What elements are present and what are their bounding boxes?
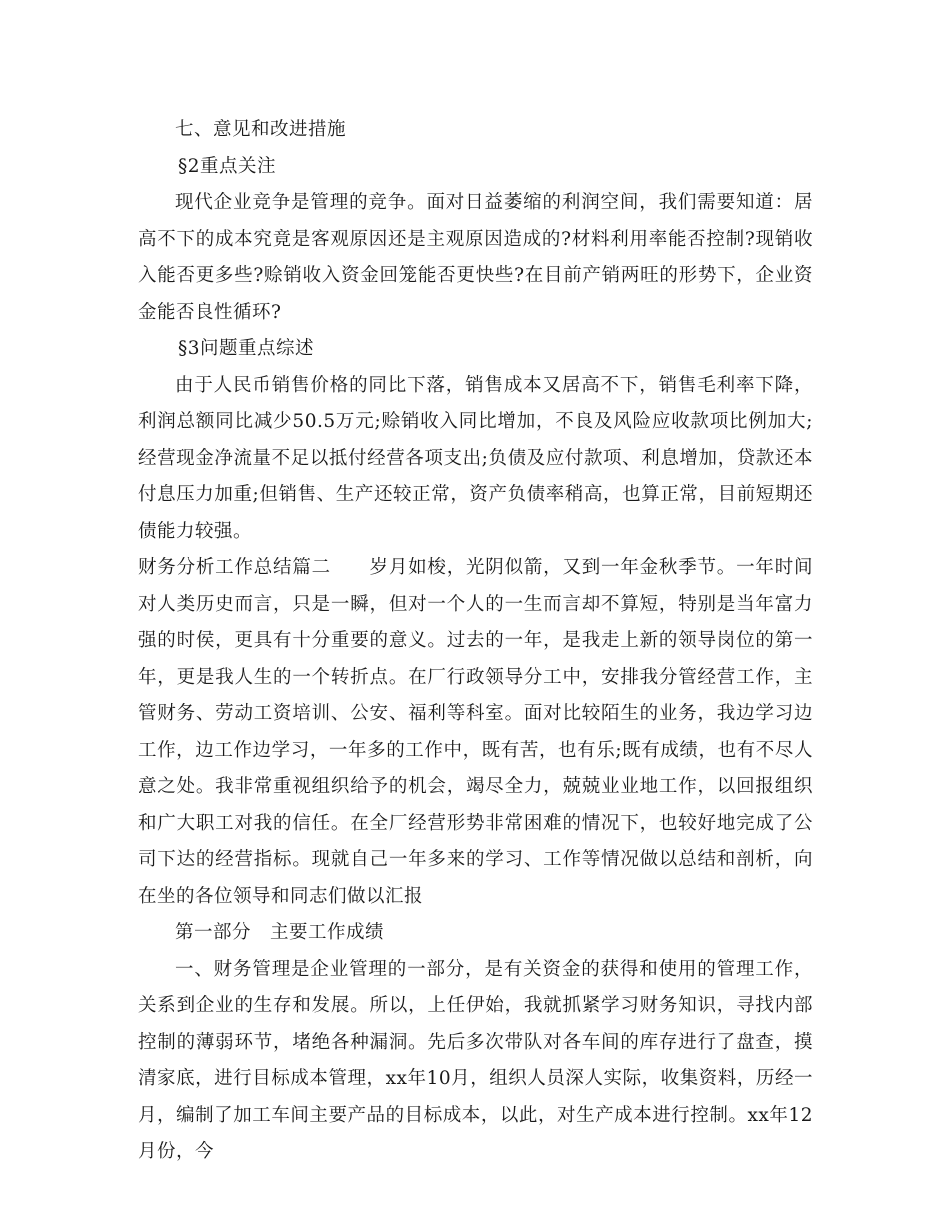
paragraph-financial-management: 一、财务管理是企业管理的一部分，是有关资金的获得和使用的管理工作，关系到企业的生存和发展。所以，上任伊始，我就抓紧学习财务知识，寻找内部控制的薄弱环节，堵绝各种漏洞。先后多次带队对各车间的库存进行了盘查，摸清家底，进行目标成本管理，xx年10月，组织人员深人实际，收集资料，历经一月，编制了加工车间主要产品的目标成本，以此，对生产成本进行控制。xx年12月份，今 bbox=[138, 958, 813, 1162]
paragraph-competition: 现代企业竞争是管理的竞争。面对日益萎缩的利润空间，我们需要知道：居高不下的成本究竟是客观原因还是主观原因造成的?材料利用率能否控制?现销收入能否更多些?赊销收入资金回笼能否更快些?在目前产销两旺的形势下，企业资金能否良性循环? bbox=[138, 192, 813, 323]
document-body bbox=[138, 112, 813, 1171]
paragraph-summary-part-two: 财务分析工作总结篇二 岁月如梭，光阴似箭，又到一年金秋季节。一年时间对人类历史而言，只是一瞬，但对一个人的一生而言却不算短，特别是当年富力强的时侯，更具有十分重要的意义。过去的一年，是我走上新的领导岗位的第一年，更是我人生的一个转折点。在厂行政领导分工中，安排我分管经营工作，主管财务、劳动工资培训、公安、福利等科室。面对比较陌生的业务，我边学习边工作，边工作边学习，一年多的工作中，既有苦，也有乐;既有成绩，也有不尽人意之处。我非常重视组织给予的机会，竭尽全力，兢兢业业地工作，以回报组织和广大职工对我的信任。在全厂经营形势非常困难的情况下，也较好地完成了公司下达的经营指标。现就自己一年多来的学习、工作等情况做以总结和剖析，向在坐的各位领导和同志们做以汇报 bbox=[138, 557, 813, 907]
subsection-title-focus: §2重点关注 bbox=[178, 155, 277, 177]
part-one-title: 第一部分 主要工作成绩 bbox=[175, 922, 385, 943]
section-heading-suggestions: 七、意见和改进措施 bbox=[175, 119, 347, 140]
subsection-title-problems: §3问题重点综述 bbox=[178, 338, 315, 359]
paragraph-problems: 由于人民币销售价格的同比下落，销售成本又居高不下，销售毛利率下降，利润总额同比减少50.5万元;赊销收入同比增加，不良及风险应收款项比例加大;经营现金净流量不足以抵付经营各项支出;负债及应付款项、利息增加，贷款还本付息压力加重;但销售、生产还较正常，资产负债率稍高，也算正常，目前短期还债能力较强。 bbox=[138, 374, 813, 542]
